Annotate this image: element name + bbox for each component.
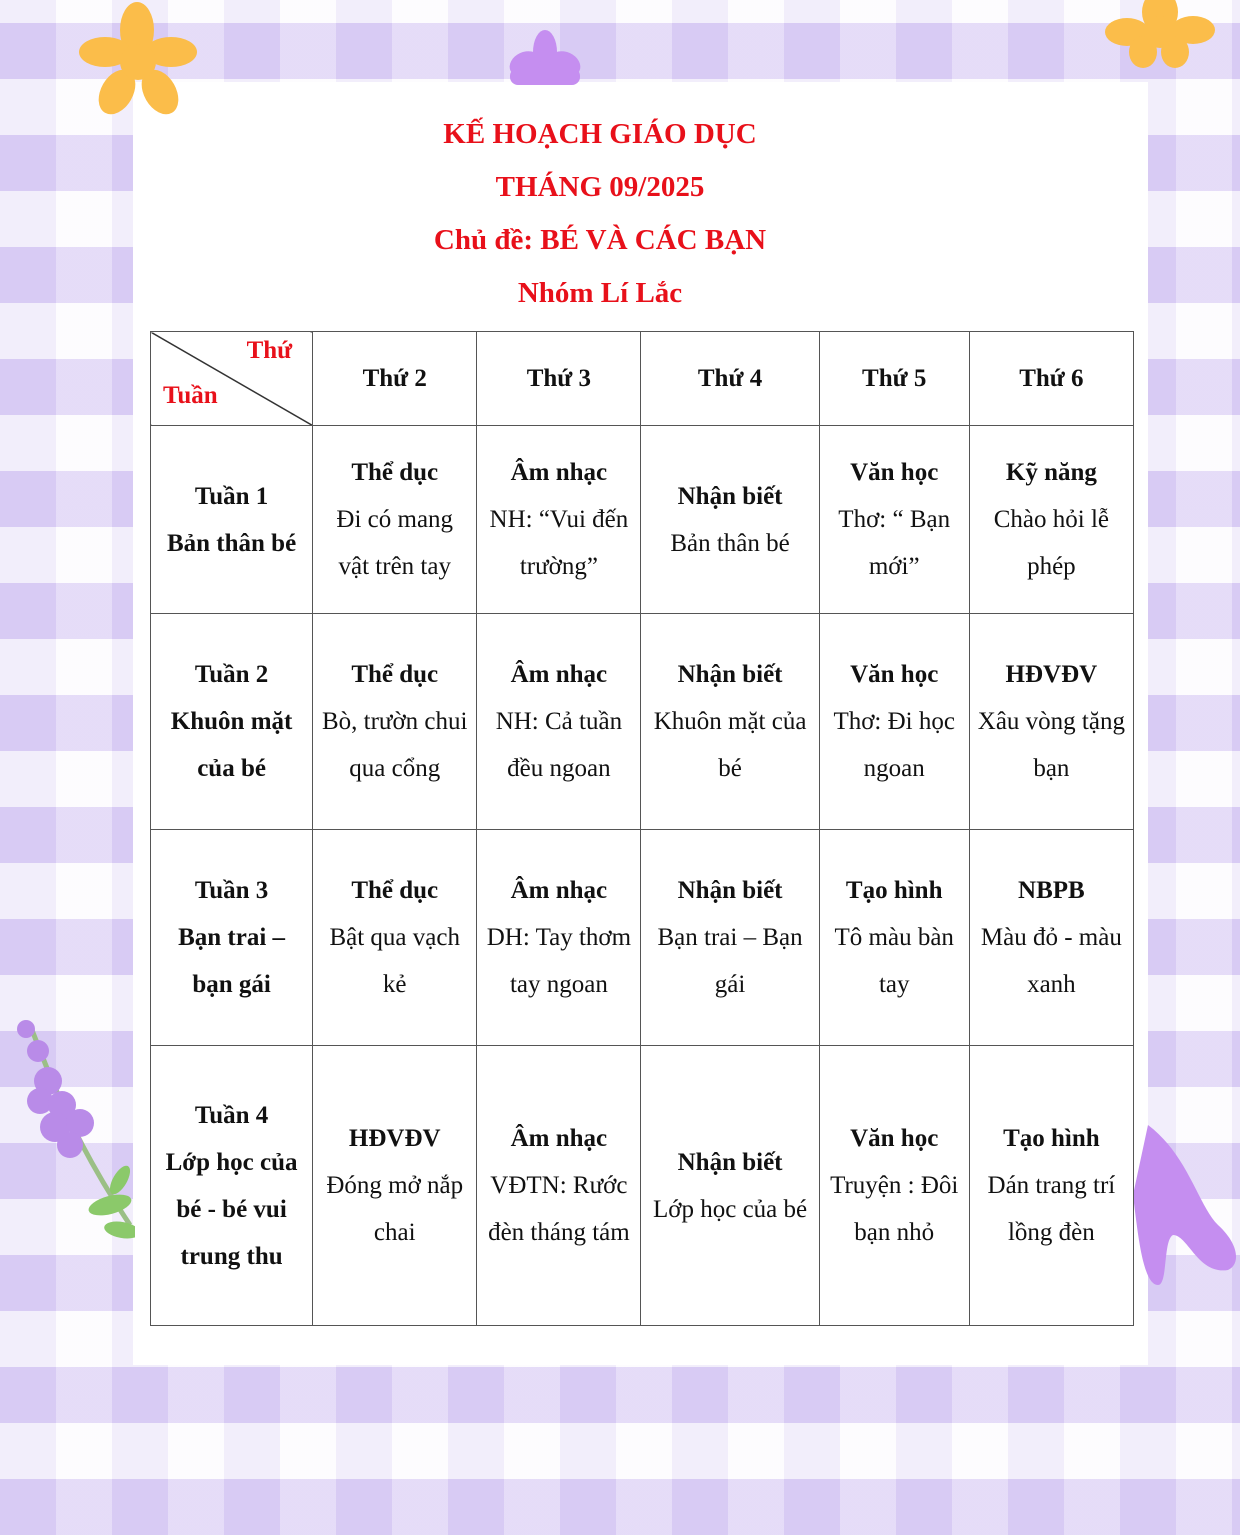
activity-text: Thơ: Đi học ngoan — [833, 708, 955, 782]
day-header-tue: Thứ 3 — [477, 332, 641, 426]
activity-text: Đi có mang vật trên tay — [336, 506, 454, 580]
activity-cell — [819, 830, 969, 1046]
activity-text: Thơ: “ Bạn mới” — [838, 506, 951, 580]
week-theme: Khuôn mặt của bé — [170, 708, 293, 782]
corner-cell — [151, 332, 313, 426]
day-header-fri: Thứ 6 — [969, 332, 1133, 426]
day-header-wed: Thứ 4 — [641, 332, 819, 426]
activity-cell — [313, 614, 477, 830]
plan-theme: Chủ đề: BÉ VÀ CÁC BẠN — [433, 224, 767, 256]
week-cell — [151, 1046, 313, 1326]
activity-text: Xâu vòng tặng bạn — [977, 708, 1125, 782]
subject-label: Nhận biết — [677, 877, 783, 904]
activity-cell — [477, 1046, 641, 1326]
week-label: Tuần 2 — [194, 661, 269, 688]
subject-label: Thể dục — [351, 877, 439, 904]
subject-label: Nhận biết — [677, 1148, 783, 1176]
subject-label: Văn học — [850, 459, 939, 486]
activity-text: DH: Tay thơm tay ngoan — [486, 924, 632, 998]
week-theme: Bạn trai – bạn gái — [178, 924, 286, 998]
activity-cell — [969, 1046, 1133, 1326]
subject-label: Nhận biết — [677, 661, 783, 688]
plan-group: Nhóm Lí Lắc — [517, 277, 683, 309]
day-header-mon: Thứ 2 — [313, 332, 477, 426]
education-plan-table — [150, 331, 1134, 1326]
subject-label: HĐVĐV — [348, 1125, 441, 1152]
subject-label: Kỹ năng — [1005, 459, 1097, 486]
activity-cell — [477, 830, 641, 1046]
subject-label: Văn học — [850, 661, 939, 688]
orange-flower-icon — [75, 0, 200, 120]
subject-label: Văn học — [850, 1125, 939, 1152]
day-header-thu: Thứ 5 — [819, 332, 969, 426]
subject-label: NBPB — [1018, 877, 1085, 904]
corner-week-label: Tuần — [163, 382, 218, 409]
subject-label: Tạo hình — [1003, 1125, 1100, 1152]
purple-petal-icon — [1128, 1115, 1240, 1290]
table-row — [151, 426, 1134, 614]
subject-label: Âm nhạc — [510, 661, 608, 688]
activity-text: Tô màu bàn tay — [834, 924, 954, 998]
activity-cell — [313, 1046, 477, 1326]
activity-text: Màu đỏ - màu xanh — [980, 924, 1122, 998]
week-cell — [151, 614, 313, 830]
table-row — [151, 1046, 1134, 1326]
subject-label: HĐVĐV — [1005, 661, 1098, 688]
activity-cell — [969, 426, 1133, 614]
activity-cell — [477, 426, 641, 614]
activity-cell — [819, 1046, 969, 1326]
lavender-branch-icon — [10, 1015, 135, 1255]
activity-text: Đóng mở nắp chai — [326, 1172, 464, 1246]
table-header-row — [151, 332, 1134, 426]
activity-text: Bò, trườn chui qua cổng — [321, 708, 468, 782]
activity-cell — [641, 1046, 819, 1326]
activity-text: Lớp học của bé — [652, 1195, 808, 1223]
week-cell — [151, 426, 313, 614]
activity-cell — [641, 830, 819, 1046]
activity-cell — [313, 426, 477, 614]
activity-cell — [819, 614, 969, 830]
subject-label: Âm nhạc — [510, 459, 608, 486]
activity-text: NH: Cả tuần đều ngoan — [495, 708, 623, 782]
activity-cell — [641, 614, 819, 830]
activity-text: VĐTN: Rước đèn tháng tám — [488, 1172, 630, 1246]
subject-label: Thể dục — [351, 459, 439, 486]
activity-text: Bạn trai – Bạn gái — [657, 924, 803, 998]
orange-flower-corner-icon — [1105, 0, 1215, 70]
subject-label: Âm nhạc — [510, 1125, 608, 1152]
activity-cell — [819, 426, 969, 614]
subject-label: Thể dục — [351, 661, 439, 688]
corner-day-label: Thứ — [246, 337, 293, 364]
activity-text: Truyện : Đôi bạn nhỏ — [830, 1172, 959, 1246]
table-row — [151, 830, 1134, 1046]
activity-cell — [641, 426, 819, 614]
week-theme: Lớp học của bé - bé vui trung thu — [165, 1148, 298, 1270]
subject-label: Âm nhạc — [510, 877, 608, 904]
activity-text: Bật qua vạch kẻ — [329, 924, 460, 998]
activity-cell — [477, 614, 641, 830]
purple-flower-icon — [500, 30, 590, 85]
activity-cell — [969, 614, 1133, 830]
plan-month: THÁNG 09/2025 — [495, 171, 705, 203]
subject-label: Tạo hình — [845, 877, 943, 904]
activity-text: Chào hỏi lễ phép — [993, 506, 1110, 580]
subject-label: Nhận biết — [677, 482, 783, 510]
week-theme: Bản thân bé — [166, 529, 297, 557]
week-label: Tuần 1 — [194, 482, 269, 510]
activity-cell — [969, 830, 1133, 1046]
week-label: Tuần 4 — [194, 1101, 269, 1129]
plan-title: KẾ HOẠCH GIÁO DỤC — [443, 118, 757, 150]
title-block — [0, 108, 1200, 320]
table-row — [151, 614, 1134, 830]
activity-text: Khuôn mặt của bé — [653, 708, 807, 782]
week-cell — [151, 830, 313, 1046]
activity-text: NH: “Vui đến trường” — [489, 506, 629, 580]
activity-cell — [313, 830, 477, 1046]
week-label: Tuần 3 — [194, 877, 269, 904]
activity-text: Dán trang trí lồng đèn — [987, 1172, 1116, 1246]
activity-text: Bản thân bé — [670, 529, 790, 557]
